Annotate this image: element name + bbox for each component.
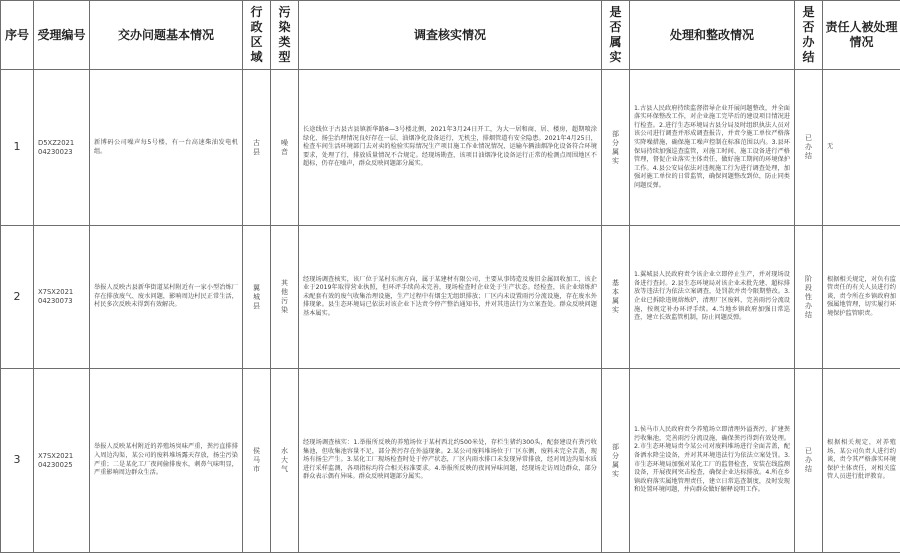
row-pollution-text: 水大气 [281, 447, 288, 473]
row-pollution-text: 噪音 [281, 138, 288, 156]
row-investigation [299, 226, 602, 369]
row-accountability [823, 70, 900, 226]
table-header-row [1, 1, 900, 70]
row-handling [630, 226, 795, 369]
row-handling [630, 369, 795, 553]
row-pollution [271, 70, 299, 226]
row-verified [602, 369, 630, 553]
header-code: 受理编号 [34, 1, 90, 70]
header-verified [602, 1, 630, 70]
header-pollution-text: 污染类型 [278, 5, 291, 64]
row-handling-text: 1.古县人民政府持续监督指导企业开展问题整改，并全面落实环保整改工作，对企业施工完毕后的建设项目情况进行检查。2.进行生态环境局古县分局及时组织执法人员对该公司进行调查并形成调查报告，并责令施工单位严格落实降噪措施，确保施工噪声控制在标准范围以内。3.县环保局持续加强巡查监管，对施工时间、施工设备进行严格管理，督促企业落实主体责任，做好施工期间的环境保护工作。4.县公安局依法对违规施工行为进行调查处理，加强对施工单位的日常监管，确保问题整改到位，防止同类问题反弹。 [634, 104, 790, 189]
header-region [243, 1, 271, 70]
header-handling: 处理和整改情况 [630, 1, 795, 70]
row-handling [630, 70, 795, 226]
row-accountability-text: 根据相关规定，对养殖场、某公司负责人进行约谈，责令其严格落实环境保护主体责任，对相关监管人员进行批评教育。 [827, 439, 896, 481]
row-done [795, 226, 823, 369]
row-issue-text: 举报人反映古县新华街道某村附近有一家小型冶炼厂存在排放废气、废水问题，影响周边村民正常生活，村民多次反映未得到有效解决。 [94, 284, 238, 309]
row-verified [602, 70, 630, 226]
row-code [34, 226, 90, 369]
header-investigation: 调查核实情况 [299, 1, 602, 70]
row-issue-text: 举报人反映某村附近的养殖场臭味严重，粪污直排排入周边沟渠，某公司的废料堆场露天存放，扬尘污染严重；二是某化工厂夜间偷排废水，刺鼻气味明显，严重影响周边群众生活。 [94, 443, 238, 477]
row-issue [90, 70, 243, 226]
row-done-text: 已办结 [805, 447, 812, 473]
row-region-text: 古县 [253, 138, 260, 156]
row-code-text: D5XZ2021 04230023 [38, 138, 75, 156]
table-row [1, 226, 900, 369]
row-accountability [823, 226, 900, 369]
row-code [34, 70, 90, 226]
row-region [243, 70, 271, 226]
row-verified-text: 基本属实 [612, 279, 619, 314]
row-issue [90, 226, 243, 369]
header-verified-text: 是否属实 [609, 5, 622, 64]
row-region [243, 226, 271, 369]
row-code-text: X7SX2021 04230073 [38, 288, 74, 305]
header-done-text: 是否办结 [802, 5, 815, 64]
row-investigation [299, 369, 602, 553]
header-done [795, 1, 823, 70]
row-pollution [271, 226, 299, 369]
row-investigation-text: 经现场调查核实：1.举报所反映的养殖场位于某村西北约500米处，存栏生猪约300头，配套建设有粪污收集池，但收集池容量不足，部分粪污存在外溢现象。2.某公司废料堆场位于厂区东侧，废料未完全苫盖，现场有扬尘产生。3.某化工厂现场检查时处于停产状态，厂区内雨水排口未发现异常排放，经对周边沟渠水质进行采样监测，各项指标均符合相关标准要求。4.举报所反映的夜间异味问题，经现场走访周边群众，部分群众表示偶有异味。群众反映问题部分属实。 [303, 439, 597, 481]
row-investigation-text: 长途线位于古县古县镇新华路8—3号楼北侧，2021年3月24日开工，为大一居和商、居、楼房，超期喷涂绿化、扬尘治理情况良好存在一层、油烟净化设备运行，无机尘，排烟管道有安全隐患。2021年4月25日，检查车间生活环境部门去对卖的检验实际情况生产项目施工作业情况情况，运输车辆油烟净化设备符合环境要求，处理了行，排放质量情况不合规定。经现场勘查，该项目油烟净化设备运行正常的检测点周围地区不超标，仍存在噪声，群众反映问题部分属实。 [303, 126, 597, 168]
row-seq: 3 [1, 369, 34, 553]
header-seq: 序号 [1, 1, 34, 70]
row-region [243, 369, 271, 553]
row-verified-text: 部分属实 [612, 442, 619, 478]
header-pollution [271, 1, 299, 70]
row-region-text: 侯马市 [253, 447, 260, 473]
row-investigation-text: 经现场调查核实，该厂位于某村东南方向，属于某建材有限公司，主要从事铸造及废旧金属回收加工，该企业于2019年取得营业执照，但环评手续尚未完善，现场检查时企业处于生产状态。经检查，该企业熔炼炉未配套有效的废气收集治理设施，生产过程中有烟尘无组织排放；厂区内未设置雨污分流设施，存在废水外排现象。县生态环境局已依法对该企业下达责令停产整治通知书，并对其违法行为立案查处。群众反映问题基本属实。 [303, 275, 597, 317]
row-done-text: 阶段性办结 [805, 274, 812, 319]
row-handling-text: 1.侯马市人民政府责令养殖场立即清理外溢粪污，扩建粪污收集池，完善雨污分流设施，确保粪污得到有效处理。2.市生态环境局责令某公司对废料堆场进行全面苫盖，配备洒水降尘设备，并对其环境违法行为依法立案处罚。3.市生态环境局加强对某化工厂的监督检查，安装在线监测设备，开展夜间突击检查，确保企业达标排放。4.所在乡镇政府落实属地管理责任，建立日常巡查制度，及时发现和处置环境问题，并向群众做好解释说明工作。 [634, 426, 790, 494]
row-done [795, 369, 823, 553]
row-issue [90, 369, 243, 553]
table-row [1, 70, 900, 226]
row-done-text: 已办结 [805, 134, 812, 160]
row-seq: 1 [1, 70, 34, 226]
row-seq: 2 [1, 226, 34, 369]
row-code [34, 369, 90, 553]
row-accountability [823, 369, 900, 553]
row-issue-text: 新博码公司噪声每5号楼，有一台高速柴油发电机组。 [94, 138, 238, 155]
row-handling-text: 1.翼城县人民政府责令该企业立即停止生产，并对现场设备进行查封。2.县生态环境局对该企业未批先建、超标排放等违法行为依法立案调查，处罚款并责令限期整改。3.企业已拆除违规熔炼炉，清理厂区废料，完善雨污分流设施，按规定补办环评手续。4.当地乡镇政府加强日常巡查，建立长效监管机制，防止问题反弹。 [634, 271, 790, 322]
row-verified-text: 部分属实 [612, 129, 619, 165]
row-verified [602, 226, 630, 369]
row-pollution-text: 其他污染 [281, 279, 288, 314]
row-accountability-text: 根据相关规定，对负有监管责任的有关人员进行约谈，责令所在乡镇政府加强属地管理，切实履行环境保护监管职责。 [827, 275, 896, 317]
row-investigation [299, 70, 602, 226]
row-done [795, 70, 823, 226]
header-accountability: 责任人被处理情况 [823, 1, 900, 70]
row-accountability-text: 无 [827, 143, 834, 151]
row-region-text: 翼城县 [253, 283, 260, 310]
row-pollution [271, 369, 299, 553]
table-row [1, 369, 900, 553]
header-region-text: 行政区域 [250, 5, 263, 64]
row-code-text: X7SX2021 04230025 [38, 451, 74, 469]
header-issue: 交办问题基本情况 [90, 1, 243, 70]
